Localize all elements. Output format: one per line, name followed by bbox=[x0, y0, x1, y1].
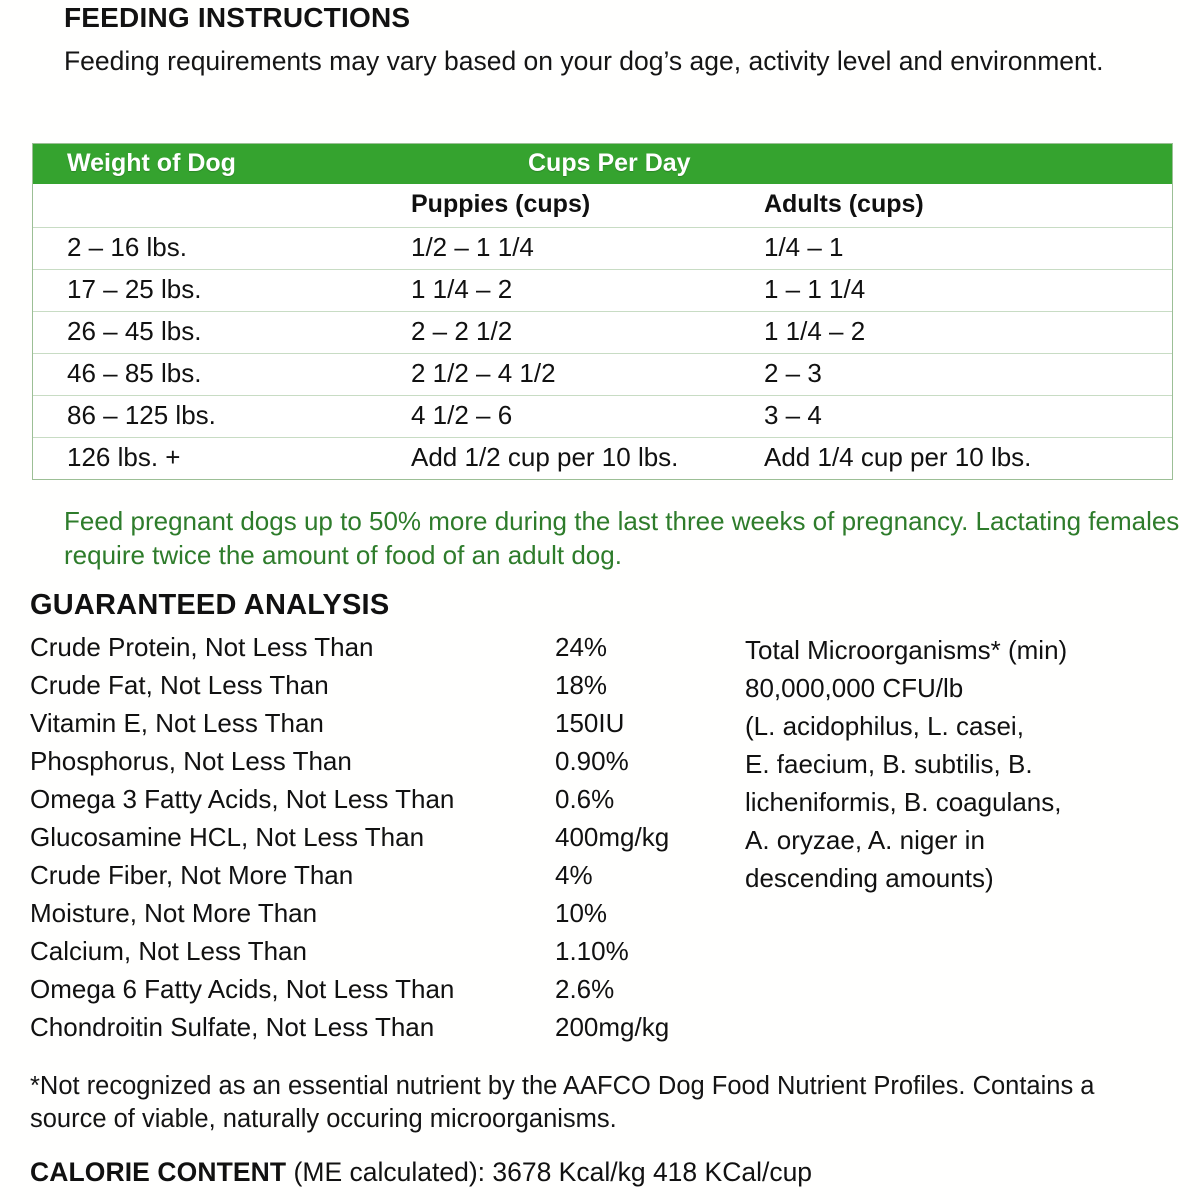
nutrient-label: Moisture, Not More Than bbox=[30, 898, 318, 928]
guaranteed-analysis-list bbox=[30, 632, 730, 1050]
aafco-footnote: *Not recognized as an essential nutrient by the AAFCO Dog Food Nutrient Profiles. Contains a source of viable, naturally occuring microorganisms. bbox=[30, 1072, 1095, 1134]
nutrient-value: 150IU bbox=[555, 708, 625, 738]
calorie-content-line bbox=[30, 1157, 812, 1188]
table-row bbox=[33, 270, 1172, 312]
table-row bbox=[33, 312, 1172, 354]
table-row bbox=[33, 228, 1172, 270]
list-item bbox=[30, 822, 730, 860]
nutrient-label: Omega 3 Fatty Acids, Not Less Than bbox=[30, 784, 455, 814]
list-item bbox=[30, 898, 730, 936]
nutrient-value: 2.6% bbox=[555, 974, 615, 1004]
nutrient-label: Crude Fiber, Not More Than bbox=[30, 860, 354, 890]
cell-weight: 17 – 25 lbs. bbox=[67, 274, 202, 304]
microorganisms-line: Total Microorganisms* (min) bbox=[745, 635, 1068, 665]
list-item bbox=[30, 860, 730, 898]
nutrient-value: 200mg/kg bbox=[555, 1012, 670, 1042]
nutrient-value: 0.6% bbox=[555, 784, 615, 814]
nutrient-label: Omega 6 Fatty Acids, Not Less Than bbox=[30, 974, 455, 1004]
nutrient-value: 18% bbox=[555, 670, 608, 700]
feeding-table-subheader-row bbox=[33, 184, 1172, 228]
nutrient-value: 4% bbox=[555, 860, 593, 890]
list-item bbox=[30, 632, 730, 670]
cell-adults: 3 – 4 bbox=[764, 400, 822, 430]
microorganisms-line: descending amounts) bbox=[745, 862, 994, 893]
pregnancy-feeding-note: Feed pregnant dogs up to 50% more during the last three weeks of pregnancy. Lactating females require twice the amount of food of an adult dog. bbox=[64, 506, 1180, 570]
nutrient-label: Crude Fat, Not Less Than bbox=[30, 670, 329, 700]
nutrient-label: Phosphorus, Not Less Than bbox=[30, 746, 352, 776]
microorganisms-line: licheniformis, B. coagulans, bbox=[745, 786, 1062, 817]
cell-weight: 2 – 16 lbs. bbox=[67, 232, 187, 262]
list-item bbox=[30, 974, 730, 1012]
nutrient-label: Calcium, Not Less Than bbox=[30, 936, 307, 966]
table-header-cups-per-day: Cups Per Day bbox=[528, 149, 691, 177]
list-item bbox=[30, 746, 730, 784]
nutrient-label: Crude Protein, Not Less Than bbox=[30, 632, 374, 662]
feeding-instructions-title: FEEDING INSTRUCTIONS bbox=[64, 2, 411, 33]
total-microorganisms-block bbox=[745, 632, 1165, 898]
cell-adults: 1/4 – 1 bbox=[764, 232, 844, 262]
list-item bbox=[30, 670, 730, 708]
cell-weight: 26 – 45 lbs. bbox=[67, 316, 202, 346]
cell-puppies: 1 1/4 – 2 bbox=[411, 274, 513, 304]
cell-weight: 46 – 85 lbs. bbox=[67, 358, 202, 388]
nutrient-label: Chondroitin Sulfate, Not Less Than bbox=[30, 1012, 435, 1042]
feeding-table-header-row bbox=[33, 144, 1172, 184]
table-row bbox=[33, 396, 1172, 438]
nutrient-label: Glucosamine HCL, Not Less Than bbox=[30, 822, 425, 852]
table-row bbox=[33, 438, 1172, 479]
list-item bbox=[30, 708, 730, 746]
microorganisms-line: (L. acidophilus, L. casei, bbox=[745, 710, 1024, 741]
cell-weight: 126 lbs. + bbox=[67, 442, 181, 472]
nutrient-value: 0.90% bbox=[555, 746, 629, 776]
nutrient-value: 10% bbox=[555, 898, 608, 928]
list-item bbox=[30, 936, 730, 974]
cell-adults: 1 – 1 1/4 bbox=[764, 274, 866, 304]
cell-puppies: 2 – 2 1/2 bbox=[411, 316, 513, 346]
cell-weight: 86 – 125 lbs. bbox=[67, 400, 216, 430]
table-row bbox=[33, 354, 1172, 396]
cell-puppies: 4 1/2 – 6 bbox=[411, 400, 513, 430]
feeding-instructions-note: Feeding requirements may vary based on your dog’s age, activity level and environment. bbox=[64, 46, 1104, 76]
cell-adults: 1 1/4 – 2 bbox=[764, 316, 866, 346]
cell-adults: Add 1/4 cup per 10 lbs. bbox=[764, 442, 1032, 472]
table-subheader-adults: Adults (cups) bbox=[764, 190, 924, 218]
list-item bbox=[30, 1012, 730, 1050]
nutrient-label: Vitamin E, Not Less Than bbox=[30, 708, 324, 738]
nutrient-value: 24% bbox=[555, 632, 608, 662]
list-item bbox=[30, 784, 730, 822]
nutrient-value: 1.10% bbox=[555, 936, 629, 966]
microorganisms-line: 80,000,000 CFU/lb bbox=[745, 672, 964, 703]
cell-puppies: 2 1/2 – 4 1/2 bbox=[411, 358, 556, 388]
guaranteed-analysis-title: GUARANTEED ANALYSIS bbox=[30, 589, 390, 621]
cell-puppies: Add 1/2 cup per 10 lbs. bbox=[411, 442, 679, 472]
calorie-content-label: CALORIE CONTENT bbox=[30, 1157, 287, 1187]
cell-adults: 2 – 3 bbox=[764, 358, 822, 388]
calorie-content-value: (ME calculated): 3678 Kcal/kg 418 KCal/cup bbox=[286, 1157, 813, 1187]
nutrient-value: 400mg/kg bbox=[555, 822, 670, 852]
table-header-weight-of-dog: Weight of Dog bbox=[67, 149, 236, 177]
microorganisms-line: E. faecium, B. subtilis, B. bbox=[745, 748, 1033, 779]
feeding-chart-table bbox=[32, 143, 1173, 480]
cell-puppies: 1/2 – 1 1/4 bbox=[411, 232, 534, 262]
table-subheader-puppies: Puppies (cups) bbox=[411, 190, 591, 218]
microorganisms-line: A. oryzae, A. niger in bbox=[745, 824, 985, 855]
